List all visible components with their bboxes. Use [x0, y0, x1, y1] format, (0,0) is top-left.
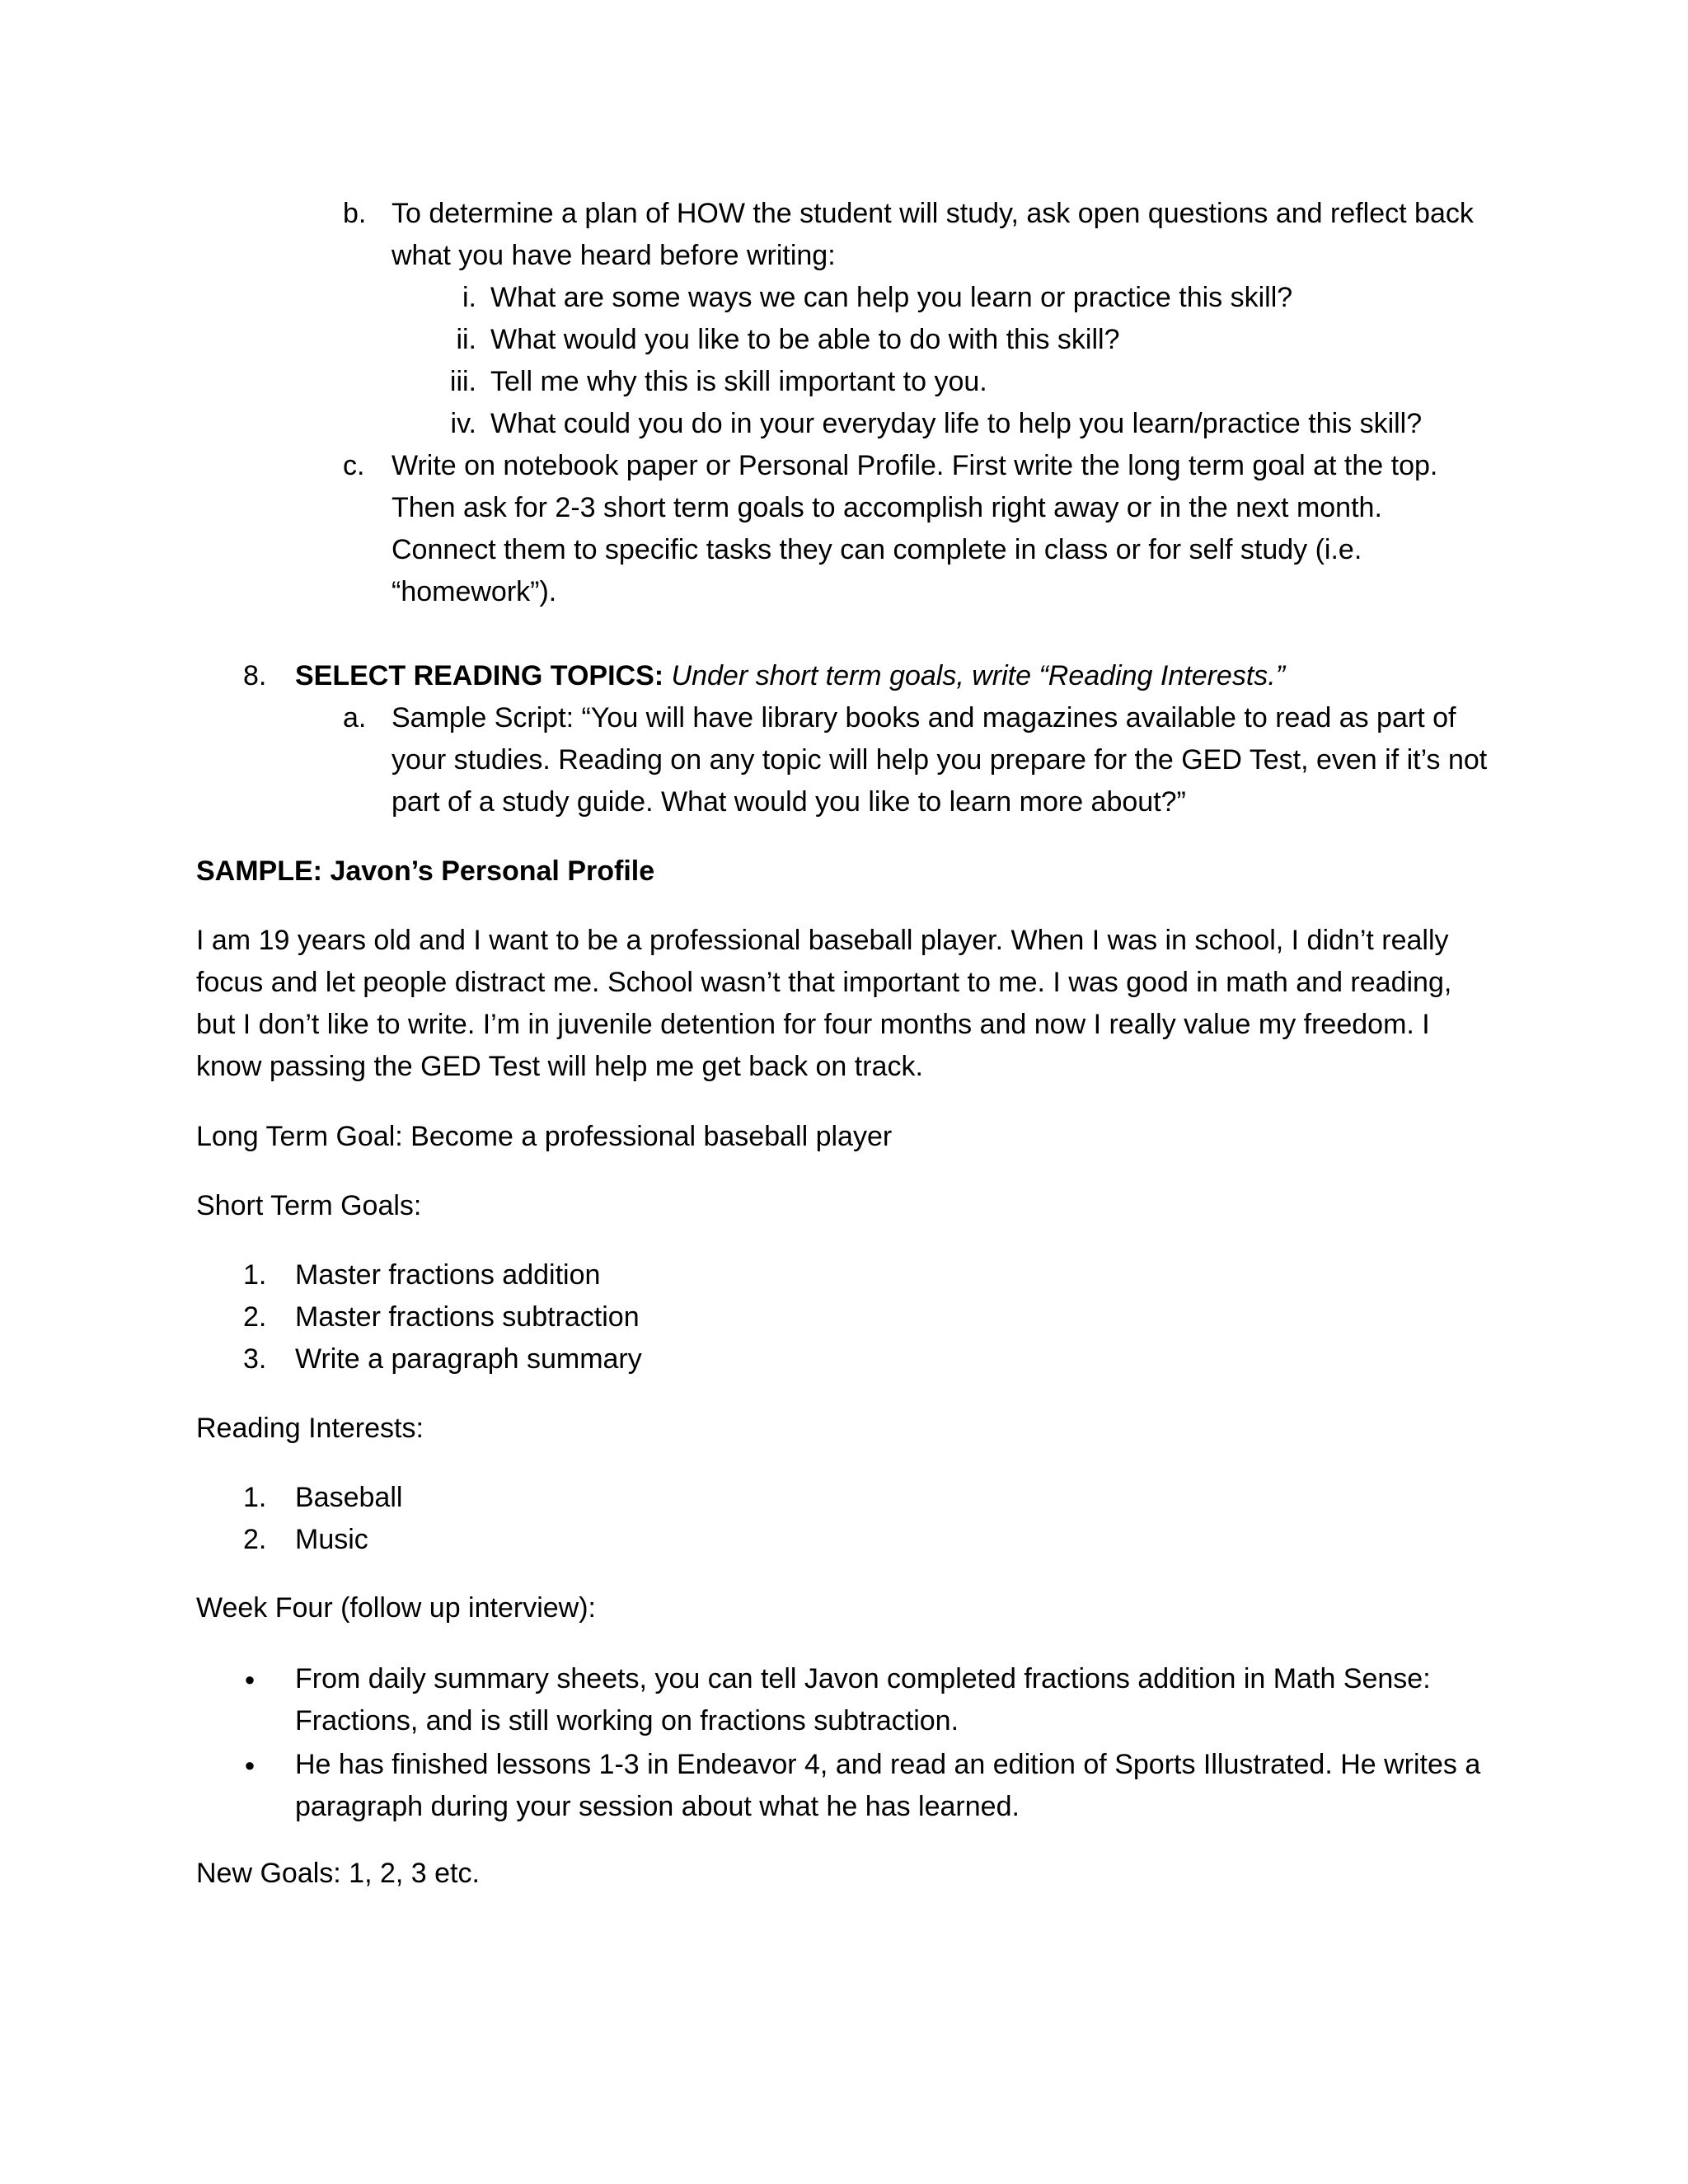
list-item-text: Master fractions addition	[295, 1259, 601, 1291]
paragraph-line: To determine a plan of HOW the student will study, ask open questions and reflect back	[392, 198, 1474, 229]
paragraph-line: Connect them to specific tasks they can complete in class or for self study (i.e.	[392, 534, 1362, 565]
question-text: What are some ways we can help you learn or practice this skill?	[490, 282, 1293, 313]
question-list	[412, 277, 1484, 445]
paragraph-line: Sample Script: “You will have library books and magazines available to read as part of	[392, 702, 1456, 733]
list-marker: 3.	[243, 1343, 267, 1375]
list-item-text: Baseball	[295, 1482, 403, 1513]
list-marker: iii.	[449, 366, 476, 397]
paragraph-line: what you have heard before writing:	[392, 240, 836, 271]
bullet-item	[196, 1744, 1531, 1828]
list-item	[196, 1519, 1185, 1561]
list-marker: i.	[462, 282, 476, 313]
list-marker: 2.	[243, 1301, 267, 1333]
paragraph-line: but I don’t like to write. I’m in juvenile detention for four months and now I really value my freedom. I	[196, 1009, 1430, 1040]
list-item	[196, 1296, 1185, 1338]
reading-interests-label: Reading Interests:	[196, 1413, 424, 1444]
question-item	[412, 319, 1484, 361]
list-item	[196, 1338, 1185, 1380]
paragraph-line: From daily summary sheets, you can tell Javon completed fractions addition in Math Sense:	[295, 1663, 1431, 1694]
paragraph-line: Then ask for 2-3 short term goals to accomplish right away or in the next month.	[392, 492, 1382, 523]
new-goals: New Goals: 1, 2, 3 etc.	[196, 1858, 480, 1889]
bullet-icon: ●	[244, 1669, 256, 1690]
list-marker: iv.	[450, 408, 476, 439]
list-marker: ii.	[456, 324, 476, 355]
section-heading: SELECT READING TOPICS:	[295, 660, 664, 691]
list-marker: 1.	[243, 1259, 267, 1291]
question-item	[412, 403, 1484, 445]
question-item	[412, 361, 1484, 403]
bullet-icon: ●	[244, 1755, 256, 1775]
list-marker: c.	[343, 450, 365, 481]
short-term-label: Short Term Goals:	[196, 1190, 422, 1221]
question-text: What could you do in your everyday life to help you learn/practice this skill?	[490, 408, 1423, 439]
list-item-8	[196, 655, 1515, 697]
paragraph-line: I am 19 years old and I want to be a professional baseball player. When I was in school, I didn’t really	[196, 925, 1449, 956]
list-item-text: Music	[295, 1524, 368, 1555]
paragraph-line: know passing the GED Test will help me get back on track.	[196, 1051, 923, 1082]
question-text: What would you like to be able to do with this skill?	[490, 324, 1120, 355]
question-item	[412, 277, 1484, 319]
list-marker: 2.	[243, 1524, 267, 1555]
list-item-b	[313, 193, 1500, 277]
list-marker: b.	[343, 198, 367, 229]
reading-interests-list	[196, 1477, 1185, 1561]
paragraph-line: paragraph during your session about what he has learned.	[295, 1791, 1020, 1822]
section-heading-line	[295, 655, 1515, 697]
list-marker: 1.	[243, 1482, 267, 1513]
short-term-goals-list	[196, 1254, 1185, 1380]
list-item-a	[313, 697, 1517, 823]
list-item-text: Write a paragraph summary	[295, 1343, 642, 1375]
list-marker: a.	[343, 702, 367, 733]
paragraph-line: your studies. Reading on any topic will help you prepare for the GED Test, even if it’s not	[392, 744, 1488, 776]
week-four-label: Week Four (follow up interview):	[196, 1592, 596, 1624]
week-four-bullet-list	[196, 1658, 1531, 1828]
question-text: Tell me why this is skill important to you.	[490, 366, 987, 397]
list-item-c	[313, 445, 1500, 613]
paragraph-line: Write on notebook paper or Personal Profile. First write the long term goal at the top.	[392, 450, 1438, 481]
section-instruction: Under short term goals, write “Reading Interests.”	[671, 660, 1286, 691]
long-term-goal: Long Term Goal: Become a professional baseball player	[196, 1121, 893, 1152]
list-marker: 8.	[243, 660, 267, 691]
paragraph-line: “homework”).	[392, 576, 557, 607]
paragraph-line: He has finished lessons 1-3 in Endeavor 4, and read an edition of Sports Illustrated. He writes a	[295, 1749, 1481, 1780]
paragraph-line: Fractions, and is still working on fractions subtraction.	[295, 1705, 959, 1736]
list-item	[196, 1477, 1185, 1519]
bullet-item	[196, 1658, 1531, 1742]
list-item	[196, 1254, 1185, 1296]
sample-heading: SAMPLE: Javon’s Personal Profile	[196, 855, 655, 887]
paragraph-line: part of a study guide. What would you like to learn more about?”	[392, 786, 1186, 818]
paragraph-line: focus and let people distract me. School wasn’t that important to me. I was good in math and reading,	[196, 967, 1452, 998]
list-item-text: Master fractions subtraction	[295, 1301, 640, 1333]
profile-paragraph	[196, 920, 1531, 1088]
